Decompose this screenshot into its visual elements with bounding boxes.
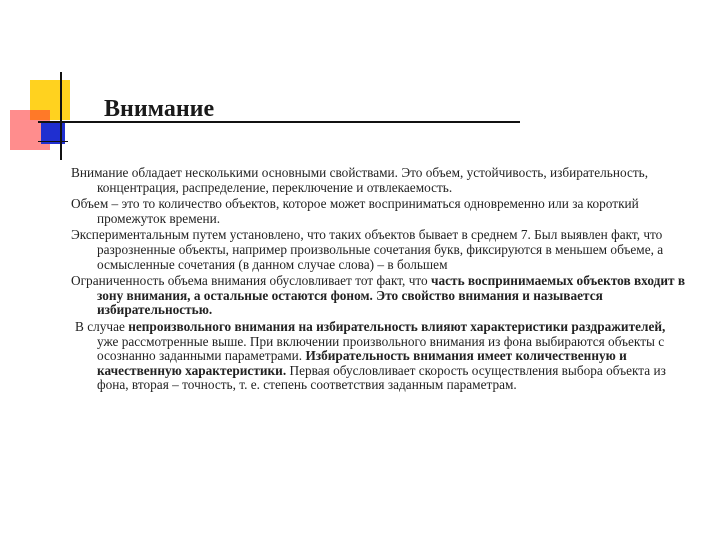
text-span: Первая обусловливает скорость осуществления выбора объекта из фона, вторая – точность, т. е. степень соответствия заданным параметрам. xyxy=(97,362,666,393)
text-span: уже рассмотренные выше. При включении произвольного внимания из фона выбираются объекты с осознанно заданными параметрами. xyxy=(97,333,665,364)
slide-body xyxy=(71,166,686,395)
bold-text: непроизвольного внимания на избирательность влияют характеристики раздражителей, xyxy=(128,318,666,334)
text-span: Объем – это то количество объектов, которое может восприниматься одновременно или за короткий промежуток времени. xyxy=(71,196,639,226)
bold-text: часть воспринимаемых объектов входит в зону внимания, а остальные остаются фоном. Это свойство внимания и называется избирательностью. xyxy=(97,273,686,318)
paragraph xyxy=(71,274,686,318)
paragraph xyxy=(71,320,686,393)
paragraph xyxy=(71,197,686,226)
text-span: Ограниченность объема внимания обусловливает тот факт, что xyxy=(71,273,431,289)
paragraph xyxy=(71,166,686,195)
text-span: В случае xyxy=(75,318,129,334)
decor-short-line xyxy=(38,141,68,142)
paragraph xyxy=(71,228,686,272)
text-span: Внимание обладает несколькими основными свойствами. Это объем, устойчивость, избирательность, концентрация, распределение, переключение и отвлекаемость. xyxy=(71,165,649,195)
decor-vertical-line xyxy=(60,72,62,160)
slide-title: Внимание xyxy=(104,96,215,122)
bold-text: Избирательность внимания имеет количественную и качественную характеристики. xyxy=(97,348,627,378)
text-span: Экспериментальным путем установлено, что таких объектов бывает в среднем 7. Был выявлен факт, что разрозненные объекты, например произвольные сочетания букв, фиксируются в меньшем объеме, а осмысленные сочетания (в данном случае слова) – в большем xyxy=(71,227,664,272)
